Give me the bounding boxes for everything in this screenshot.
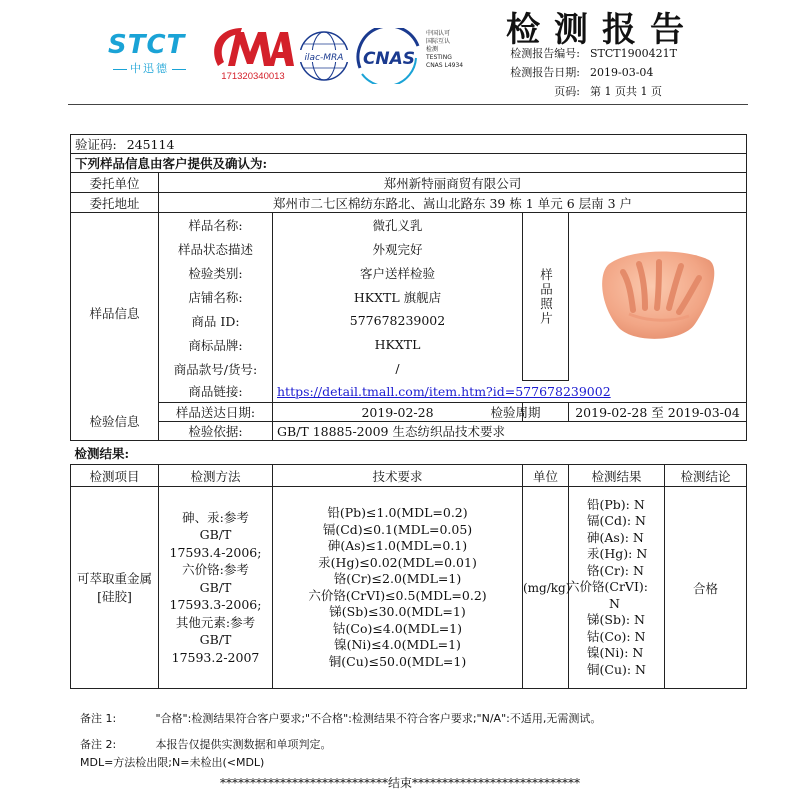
- sample-field-value: 外观完好: [273, 237, 523, 261]
- note-1-label: 备注 1:: [80, 712, 117, 725]
- col-header-item: 检测项目: [71, 465, 159, 487]
- limit-line: 砷(As)≤1.0(MDL=0.1): [327, 538, 468, 553]
- page-number-row: [488, 82, 677, 101]
- report-meta: [488, 44, 677, 101]
- method-line: GB/T: [199, 527, 232, 543]
- test-method: [159, 487, 273, 689]
- header-divider: [68, 104, 748, 105]
- product-link-cell: [273, 381, 747, 403]
- client-row: [71, 173, 747, 193]
- client-label: 委托单位: [71, 173, 159, 193]
- sample-link-row: [71, 381, 747, 403]
- inspection-period: 2019-02-28 至 2019-03-04: [569, 403, 747, 422]
- limit-line: 镍(Ni)≤4.0(MDL=1): [334, 637, 461, 652]
- method-line: 其他元素:参考: [175, 614, 256, 630]
- limit-line: 钴(Co)≤4.0(MDL=1): [333, 620, 462, 636]
- verify-row: [71, 135, 747, 154]
- technical-requirements: [273, 487, 523, 689]
- sample-field-value: 客户送样检验: [273, 261, 523, 285]
- report-table: [70, 134, 747, 689]
- report-title: 检测报告: [506, 10, 698, 50]
- client-address: 郑州市二七区棉纺东路北、嵩山北路东 39 栋 1 单元 6 层南 3 户: [159, 193, 747, 213]
- client-name: 郑州新特丽商贸有限公司: [159, 173, 747, 193]
- sample-field-label: 商标品牌:: [159, 333, 273, 357]
- stct-logo-subtitle: 中迅德: [110, 60, 206, 76]
- sample-field-label: 店铺名称:: [159, 285, 273, 309]
- results-heading-row: [71, 441, 747, 465]
- send-date-label: 样品送达日期:: [159, 403, 273, 422]
- cnas-mark-icon: [354, 28, 424, 84]
- report-number-label: 检测报告编号:: [510, 47, 580, 60]
- note-2: [80, 736, 760, 752]
- result-line: 镉(Cd): N: [587, 513, 646, 529]
- client-info-heading-row: [71, 154, 747, 173]
- sample-field-value: /: [273, 357, 523, 381]
- report-date: 2019-03-04: [590, 66, 654, 79]
- col-header-conclusion: 检测结论: [665, 465, 747, 487]
- limit-line: 铅(Pb)≤1.0(MDL=0.2): [327, 505, 468, 520]
- method-line: GB/T: [199, 579, 232, 595]
- note-2-text: 本报告仅提供实测数据和单项判定。: [155, 738, 332, 751]
- sample-photo-label-text: 样品照片: [538, 267, 554, 326]
- result-line: N: [609, 595, 620, 611]
- sample-row: [71, 213, 747, 237]
- test-results: [569, 487, 665, 689]
- cnas-logo: [354, 28, 424, 87]
- result-line: 镍(Ni): N: [587, 645, 644, 661]
- result-line: 铅(Pb): N: [587, 496, 645, 512]
- send-date: 2019-02-28: [273, 403, 523, 422]
- inspection-info-label: 检验信息: [71, 403, 159, 441]
- conclusion: 合格: [665, 487, 747, 689]
- sample-info-label-text: 样品信息: [89, 305, 140, 321]
- limit-line: 锑(Sb)≤30.0(MDL=1): [329, 604, 466, 619]
- svg-text:CNAS: CNAS: [362, 49, 416, 69]
- page-number-label: 页码:: [554, 85, 580, 98]
- cma-mark-icon: [212, 26, 294, 70]
- test-item: 可萃取重金属[硅胶]: [71, 487, 159, 689]
- cnas-accreditation-note: [426, 30, 486, 70]
- result-line: 钴(Co): N: [587, 628, 646, 644]
- limit-line: 汞(Hg)≤0.02(MDL=0.01): [318, 554, 477, 570]
- cnas-note-line: CNAS L4934: [426, 62, 464, 69]
- limit-line: 铜(Cu)≤50.0(MDL=1): [328, 653, 467, 669]
- note-1: [80, 710, 760, 726]
- silicone-breast-form-image: [593, 242, 723, 352]
- stct-logo: [108, 30, 206, 76]
- col-header-unit: 单位: [523, 465, 569, 487]
- period-label-cell: [490, 403, 569, 422]
- result-line: 砷(As): N: [587, 529, 644, 545]
- verify-cell: [71, 135, 747, 154]
- svg-text:ilac-MRA: ilac-MRA: [304, 53, 344, 63]
- basis-row: [71, 422, 747, 441]
- sample-field-value: 577678239002: [273, 309, 523, 333]
- sample-field-label: 商品链接:: [159, 381, 273, 403]
- result-line: 铬(Cr): N: [587, 562, 644, 578]
- end-of-report-line: ****************************结束****************************: [219, 776, 580, 790]
- verify-label: 验证码:: [75, 137, 117, 152]
- method-line: 砷、汞:参考: [182, 509, 249, 525]
- result-line: 锑(Sb): N: [587, 612, 645, 628]
- method-line: GB/T: [199, 632, 232, 648]
- report-number-row: [488, 44, 677, 63]
- report-number: STCT1900421T: [590, 47, 677, 60]
- sample-photo-label: [523, 213, 569, 381]
- report-date-row: [488, 63, 677, 82]
- stct-logo-word: STCT: [108, 30, 186, 60]
- sample-field-value: HKXTL 旗舰店: [273, 285, 523, 309]
- col-header-result: 检测结果: [569, 465, 665, 487]
- basis-standard: GB/T 18885-2009 生态纺织品技术要求: [273, 422, 747, 441]
- report-date-label: 检测报告日期:: [510, 66, 580, 79]
- cnas-note-line: 中国认可: [426, 30, 451, 37]
- results-header-row: [71, 465, 747, 487]
- cnas-note-line: TESTING: [426, 54, 452, 61]
- method-line: 17593.2-2007: [171, 649, 260, 665]
- limit-line: 铬(Cr)≤2.0(MDL=1): [333, 571, 462, 586]
- ilac-mra-logo: [296, 28, 352, 87]
- note-3: MDL=方法检出限;N=未检出(<MDL): [80, 756, 265, 769]
- result-row: [71, 487, 747, 689]
- col-header-requirement: 技术要求: [273, 465, 523, 487]
- method-line: 六价铬:参考: [182, 562, 249, 578]
- note-1-text: "合格":检测结果符合客户要求;"不合格":检测结果不符合客户要求;"N/A":不适用,无需测试。: [155, 712, 602, 725]
- sample-field-label: 商品 ID:: [159, 309, 273, 333]
- sample-photo-cell: [569, 213, 747, 381]
- result-line: 六价铬(CrVI):: [567, 579, 648, 595]
- unit: (mg/kg): [523, 487, 569, 689]
- note-2-label: 备注 2:: [80, 738, 117, 751]
- client-info-heading: 下列样品信息由客户提供及确认为:: [71, 154, 747, 173]
- sample-field-value: 微孔义乳: [273, 213, 523, 237]
- method-line: 17593.4-2006;: [169, 544, 262, 560]
- period-label: 检验周期: [490, 405, 541, 420]
- sample-field-label: 样品名称:: [159, 213, 273, 237]
- cma-logo: [212, 26, 294, 82]
- col-header-method: 检测方法: [159, 465, 273, 487]
- limit-line: 镉(Cd)≤0.1(MDL=0.05): [322, 521, 473, 537]
- sample-info-label: [71, 213, 159, 403]
- verify-code: 245114: [126, 137, 175, 152]
- sample-field-label: 检验类别:: [159, 261, 273, 285]
- sample-photo: [573, 242, 742, 352]
- address-row: [71, 193, 747, 213]
- address-label: 委托地址: [71, 193, 159, 213]
- cma-number: 171320340013: [221, 71, 285, 82]
- result-line: 汞(Hg): N: [587, 546, 648, 562]
- sample-field-label: 商品款号/货号:: [159, 357, 273, 381]
- sample-field-label: 样品状态描述: [159, 237, 273, 261]
- ilac-globe-icon: [296, 28, 352, 84]
- limit-line: 六价铬(CrVI)≤0.5(MDL=0.2): [308, 587, 487, 603]
- page-number: 第 1 页共 1 页: [590, 85, 662, 98]
- product-link[interactable]: https://detail.tmall.com/item.htm?id=577678239002: [277, 384, 611, 399]
- cnas-note-line: 国际互认: [426, 38, 451, 45]
- basis-label: 检验依据:: [159, 422, 273, 441]
- send-date-row: [71, 403, 747, 422]
- cnas-note-line: 检测: [426, 46, 439, 53]
- results-heading: 检测结果:: [71, 441, 747, 465]
- sample-field-value: HKXTL: [273, 333, 523, 357]
- result-line: 铜(Cu): N: [587, 661, 646, 677]
- method-line: 17593.3-2006;: [169, 597, 262, 613]
